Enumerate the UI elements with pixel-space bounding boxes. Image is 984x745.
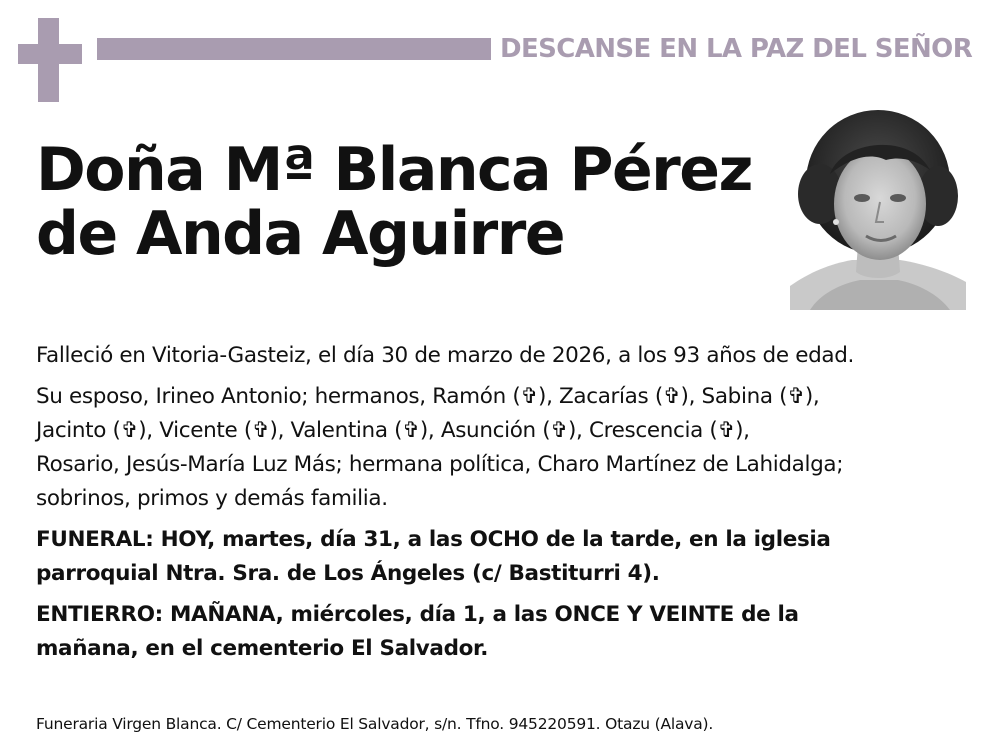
deceased-name-line-2: de Anda Aguirre: [36, 199, 565, 269]
burial-paragraph: [36, 598, 966, 666]
header-divider-bar: [97, 38, 491, 60]
funeral-line: parroquial Ntra. Sra. de Los Ángeles (c/ Bastiturri 4).: [36, 561, 660, 586]
burial-line: ENTIERRO: MAÑANA, miércoles, día 1, a las ONCE Y VEINTE de la: [36, 602, 799, 627]
portrait-image: [790, 104, 966, 310]
cross-icon: [18, 18, 82, 102]
deceased-portrait-photo: [790, 104, 966, 310]
family-line: Jacinto (✞), Vicente (✞), Valentina (✞), Asunción (✞), Crescencia (✞),: [36, 418, 750, 443]
deceased-name-line-1: Doña Mª Blanca Pérez: [36, 135, 752, 205]
funeral-line: FUNERAL: HOY, martes, día 31, a las OCHO de la tarde, en la iglesia: [36, 527, 831, 552]
deceased-name: [36, 135, 796, 269]
burial-line: mañana, en el cementerio El Salvador.: [36, 636, 489, 661]
death-statement-text: Falleció en Vitoria-Gasteiz, el día 30 de marzo de 2026, a los 93 años de edad.: [36, 343, 854, 368]
funeral-paragraph: [36, 523, 966, 591]
family-paragraph: [36, 380, 966, 516]
header-title: DESCANSE EN LA PAZ DEL SEÑOR: [500, 34, 973, 64]
family-line: Rosario, Jesús-María Luz Más; hermana política, Charo Martínez de Lahidalga;: [36, 452, 844, 477]
death-statement: [36, 339, 966, 373]
notice-body: [36, 339, 966, 673]
family-line: sobrinos, primos y demás familia.: [36, 486, 388, 511]
cross-horizontal-bar: [18, 44, 82, 64]
funeral-home-footer: Funeraria Virgen Blanca. C/ Cementerio El Salvador, s/n. Tfno. 945220591. Otazu (Alava).: [36, 715, 714, 733]
family-line: Su esposo, Irineo Antonio; hermanos, Ramón (✞), Zacarías (✞), Sabina (✞),: [36, 384, 820, 409]
